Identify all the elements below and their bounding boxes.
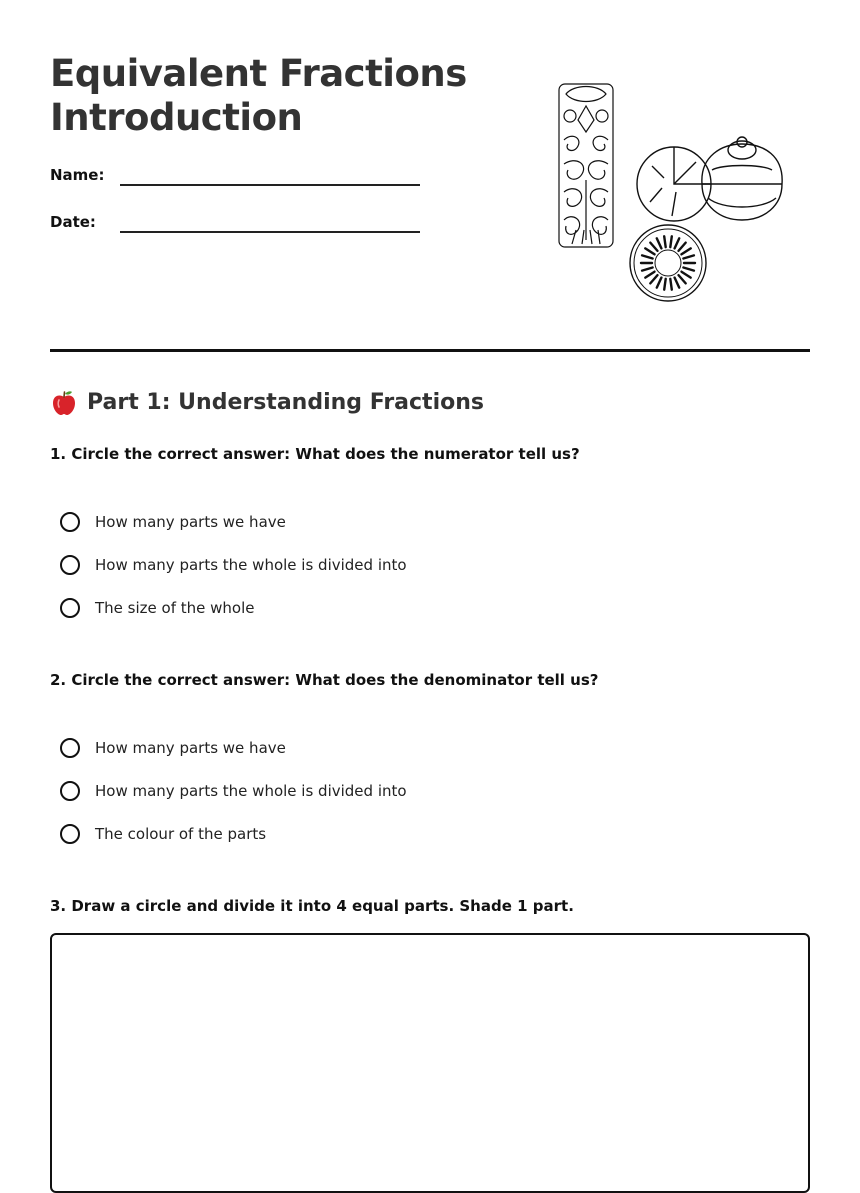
- bun-icon: [702, 137, 782, 220]
- q1-option-3-label: The size of the whole: [95, 599, 255, 617]
- kiwi-seed: [642, 255, 653, 258]
- q2-option-2-label: How many parts the whole is divided into: [95, 782, 407, 800]
- date-line[interactable]: [120, 231, 420, 233]
- date-field: [50, 213, 420, 243]
- kiwifruit-icon: [630, 225, 706, 301]
- kiwi-seed: [683, 268, 694, 271]
- q2-option-1-circle[interactable]: [60, 738, 80, 758]
- kiwi-seed: [645, 248, 654, 254]
- q2-option-3-circle[interactable]: [60, 824, 80, 844]
- drawing-area[interactable]: [50, 933, 810, 1193]
- kiwi-seed: [657, 278, 662, 288]
- title-line-2: Introduction: [50, 96, 303, 139]
- section-divider: [50, 349, 810, 352]
- q1-option-1[interactable]: [60, 509, 286, 535]
- section-title-part-1: [50, 388, 484, 418]
- kiwi-seed: [679, 275, 686, 283]
- q2-option-1[interactable]: [60, 735, 286, 761]
- q1-option-2-circle[interactable]: [60, 555, 80, 575]
- apple-icon: [50, 389, 78, 417]
- kiwi-seed: [682, 248, 691, 254]
- q2-option-1-label: How many parts we have: [95, 739, 286, 757]
- kiwi-seed: [675, 278, 680, 288]
- kiwi-seed: [682, 272, 691, 278]
- name-field: [50, 166, 420, 196]
- q1-option-2[interactable]: [60, 552, 407, 578]
- kiwi-seed: [683, 255, 694, 258]
- kiwi-seed: [675, 238, 680, 248]
- question-2: 2. Circle the correct answer: What does the denominator tell us?: [50, 671, 599, 689]
- name-label: Name:: [50, 166, 105, 184]
- title-line-1: Equivalent Fractions: [50, 52, 467, 95]
- kiwi-seed: [657, 238, 662, 248]
- sliced-fruit-icon: [637, 147, 711, 221]
- question-1: 1. Circle the correct answer: What does the numerator tell us?: [50, 445, 580, 463]
- kiwi-seed: [664, 279, 666, 290]
- q1-option-3-circle[interactable]: [60, 598, 80, 618]
- kiwi-seed: [650, 243, 657, 251]
- q1-option-1-circle[interactable]: [60, 512, 80, 532]
- kiwi-seed: [645, 272, 654, 278]
- page-title: [50, 52, 500, 140]
- q2-option-3[interactable]: [60, 821, 266, 847]
- date-label: Date:: [50, 213, 96, 231]
- kiwi-seed: [670, 279, 672, 290]
- section-title-text: Part 1: Understanding Fractions: [87, 390, 484, 415]
- carved-pattern-icon: [559, 84, 613, 247]
- kiwi-seed: [664, 236, 666, 247]
- kiwi-seed: [650, 275, 657, 283]
- q2-option-3-label: The colour of the parts: [95, 825, 267, 843]
- q2-option-2-circle[interactable]: [60, 781, 80, 801]
- name-line[interactable]: [120, 184, 420, 186]
- kiwi-seed: [679, 243, 686, 251]
- kiwi-seed: [670, 236, 672, 247]
- fruit-illustration: [552, 80, 787, 308]
- q1-option-2-label: How many parts the whole is divided into: [95, 556, 407, 574]
- question-3: 3. Draw a circle and divide it into 4 equal parts. Shade 1 part.: [50, 897, 574, 915]
- kiwi-seed: [642, 268, 653, 271]
- q2-option-2[interactable]: [60, 778, 407, 804]
- q1-option-3[interactable]: [60, 595, 254, 621]
- q1-option-1-label: How many parts we have: [95, 513, 286, 531]
